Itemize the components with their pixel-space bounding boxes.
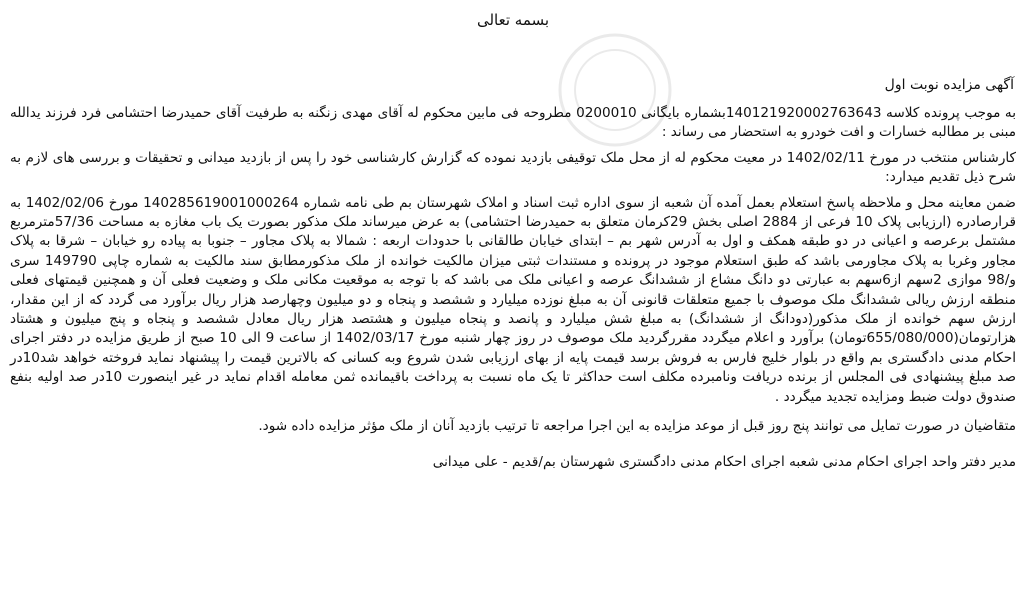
notice-title: آگهی مزایده نوبت اول xyxy=(884,77,1014,93)
visit-request-paragraph: متقاضیان در صورت تمایل می توانند پنج روز قبل از موعد مزایده به این اجرا مراجعه تا ترتیب بازدید آنان از ملک مؤثر مزایده داده شود. xyxy=(258,418,1016,435)
case-intro-paragraph: به موجب پرونده کلاسه 14012192000276364‌3بشماره بایگانی 0200010 مطروحه فی مابین محکوم له آقای مهدی زنگنه به طرفیت آقای حمیدرضا احتشامی فرد فرزند یدالله مبنی بر مطالبه خسارات و افت خودرو به استحضار می رساند : xyxy=(10,105,1016,141)
notice-body xyxy=(10,104,1016,478)
property-description-paragraph: ضمن معاینه محل و ملاحظه پاسخ استعلام بعمل آمده آن شعبه از سوی اداره ثبت اسناد و املاک شهرستان بم طی نامه شماره 140285619001000264 مورخ 1402/02/06 به قرارصادره (ارزیابی پلاک 10 فرعی از 2884 اصلی بخش 29کرمان متعلق به حمیدرضا احتشامی) به عرض میرساند ملک مذکور بصورت یک باب مغازه به مساحت 57/36مترمربع مشتمل برعرصه و اعیانی در دو طبقه همکف و اول به آدرس شهر بم – ابتدای خیابان طالقانی با حدودات اربعه : شمالا به پلاک مجاور – جنوبا به پیاده رو خیابان – شرقا به پلاک مجاور وغربا به پلاک مجاورمی باشد که طبق استعلام موجود در پرونده و مستندات ثبتی میزان مالکیت خوانده از ملک مذکورمطابق سند مالکیت به شماره چاپی 149790 سری و/98 موازی 2سهم از6سهم به عبارتی دو دانگ مشاع از ششدانگ عرصه و اعیانی ملک می باشد که با توجه به موقعیت مکانی ملک و وضعیت فعلی آن و همچنین قیمتهای فعلی منطقه ارزش ریالی ششدانگ ملک موصوف با جمیع متعلقات قانونی آن به مبلغ نوزده میلیارد و ششصد و پنجاه و دو میلیون وچهارصد هزار ریال برآورد می گردد که از این مقدار، ارزش سهم خوانده از ملک مذکور(دودانگ از ششدانگ) به مبلغ شش میلیارد و پانصد و پنجاه میلیون و هشتصد هزار ریال معادل ششصد و پنجاه و پنج میلیون و هشتاد هزارتومان(655/080/000تومان) برآورد و اعلام میگردد مقررگردید ملک موصوف در روز چهار شنبه مورخ 1402/03/17 از ساعت 9 الی 10 صبح از طریق مزایده در دفتر اجرای احکام مدنی دادگستری بم واقع در بلوار خلیج فارس به فروش برسد قیمت پایه از بهای ارزیابی شدن شروع وبه کسانی که بالاترین قیمت را پیشنهاد نماید فروخته خواهد شد10در صد مبلغ پیشنهادی فی المجلس از برنده دریافت ونامبرده مکلف است حداکثر تا یک ماه نسبت به پرداخت باقیمانده ثمن معامله اقدام نماید در غیر اینصورت 10در صد اولیه بنفع صندوق دولت ضبط ومزایده تجدید میگردد . xyxy=(10,194,1017,405)
signature-line: مدیر دفتر واحد اجرای احکام مدنی شعبه اجرای احکام مدنی دادگستری شهرستان بم/قدیم - علی میدانی xyxy=(432,453,1016,470)
document-header: بسمه تعالی xyxy=(476,11,550,29)
expert-visit-paragraph: کارشناس منتخب در مورخ 1402/02/11 در معیت محکوم له از محل ملک توقیفی بازدید نموده که گزارش کارشناسی خود را پس از بازدید میدانی و تحقیقات و بررسی های لازم به شرح ذیل تقدیم میدارد: xyxy=(10,149,1017,186)
